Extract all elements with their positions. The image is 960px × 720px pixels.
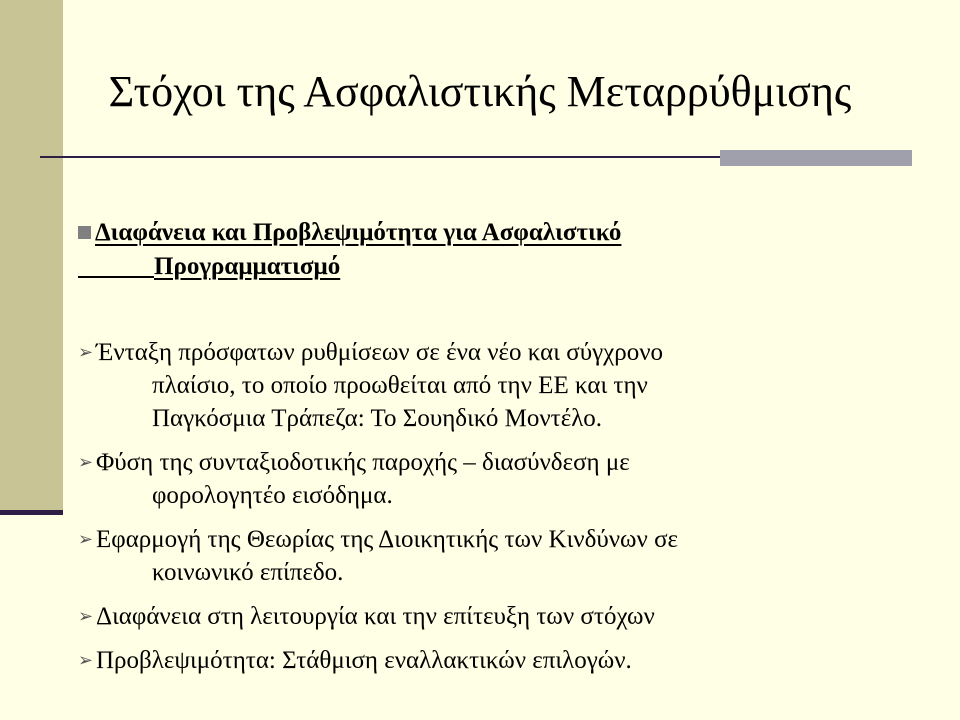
list-item <box>78 523 948 589</box>
section-heading-line1: Διαφάνεια και Προβλεψιμότητα για Ασφαλιστικό <box>95 219 622 246</box>
list-item-text: Ένταξη πρόσφατων ρυθμίσεων σε ένα νέο και σύγχρονο <box>96 339 664 366</box>
bullet-list <box>78 336 948 688</box>
square-bullet-icon <box>78 226 91 239</box>
list-item-continuation: κοινωνικό επίπεδο. <box>152 559 344 586</box>
list-item-text: Εφαρμογή της Θεωρίας της Διοικητικής των Κινδύνων σε <box>96 526 679 553</box>
list-item-text: Προβλεψιμότητα: Στάθμιση εναλλακτικών επιλογών. <box>96 647 632 674</box>
left-band-divider <box>0 510 63 515</box>
list-item-continuation: πλαίσιο, το οποίο προωθείται από την ΕΕ και την <box>152 372 648 399</box>
title-divider-accent <box>720 150 912 166</box>
arrow-bullet-icon: ➢ <box>78 650 94 670</box>
section-heading-line2: Προγραμματισμό <box>154 253 341 280</box>
arrow-bullet-icon: ➢ <box>78 452 94 472</box>
list-item <box>78 446 948 512</box>
slide-title: Στόχοι της Ασφαλιστικής Μεταρρύθμισης <box>108 67 852 116</box>
list-item-continuation: Παγκόσμια Τράπεζα: Το Σουηδικό Μοντέλο. <box>152 405 603 432</box>
list-item-text: Διαφάνεια στη λειτουργία και την επίτευξη των στόχων <box>96 603 655 630</box>
list-item <box>78 644 948 677</box>
heading-underline-spacer <box>78 250 154 278</box>
arrow-bullet-icon: ➢ <box>78 342 94 362</box>
list-item <box>78 600 948 633</box>
section-heading <box>78 216 938 284</box>
arrow-bullet-icon: ➢ <box>78 606 94 626</box>
list-item <box>78 336 948 435</box>
arrow-bullet-icon: ➢ <box>78 529 94 549</box>
list-item-text: Φύση της συνταξιοδοτικής παροχής – διασύνδεση με <box>96 449 630 476</box>
list-item-continuation: φορολογητέο εισόδημα. <box>152 482 393 509</box>
section-heading-line2-row <box>78 250 938 284</box>
